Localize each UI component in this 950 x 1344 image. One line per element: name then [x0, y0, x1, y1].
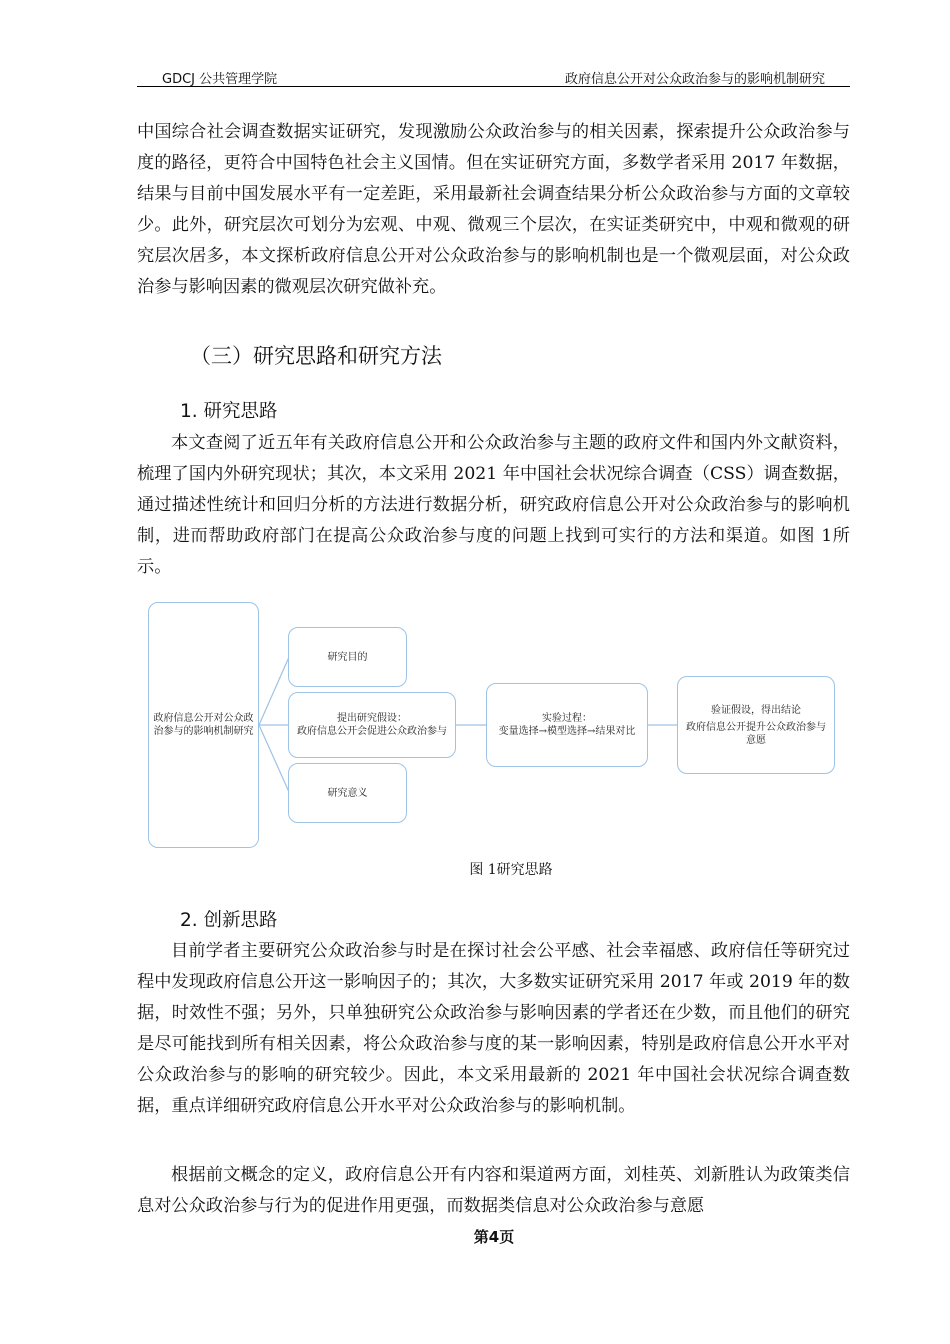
diagram-significance-text: 研究意义 — [327, 787, 368, 799]
diagram-purpose-box — [288, 627, 407, 687]
paragraph-2: 本文查阅了近五年有关政府信息公开和公众政治参与主题的政府文件和国内外文献资料，梳理了国内外研究现状；其次，本文采用 2021 年中国社会状况综合调查（CSS）调查数据，通过描述性统计和回归分析的方法进行数据分析，研究政府信息公开对公众政治参与的影响机制，进而帮助政府部门在提高公众政治参与度的问题上找到可实行的方法和渠道。如图 1所示。 — [137, 433, 850, 577]
connector-root-purpose — [259, 657, 289, 725]
connector-root-significance — [259, 725, 289, 792]
paragraph-1: 中国综合社会调查数据实证研究，发现激励公众政治参与的相关因素，探索提升公众政治参与度的路径，更符合中国特色社会主义国情。但在实证研究方面，多数学者采用 2017 年数据，结果与目前中国发展水平有一定差距，采用最新社会调查结果分析公众政治参与方面的文章较少。此外，研究层次可划分为宏观、中观、微观三个层次，在实证类研究中，中观和微观的研究层次居多，本文探析政府信息公开对公众政治参与的影响机制也是一个微观层面，对公众政治参与影响因素的微观层次研究做补充。 — [137, 122, 850, 297]
diagram-hypothesis-box — [288, 692, 456, 758]
diagram-root-text: 政府信息公开对公众政治参与的影响机制研究 — [153, 713, 254, 737]
diagram-process-body: 变量选择→模型选择→结果对比 — [498, 726, 636, 737]
diagram-significance-box — [288, 763, 407, 823]
figure-caption: 图 1研究思路 — [469, 862, 553, 878]
diagram-conclusion-body: 政府信息公开提升公众政治参与意愿 — [686, 721, 826, 746]
diagram-purpose-text: 研究目的 — [327, 651, 368, 663]
diagram-conclusion-box — [677, 676, 835, 774]
diagram-root-box — [148, 602, 259, 848]
diagram-process-box — [486, 683, 648, 767]
paragraph-3: 目前学者主要研究公众政治参与时是在探讨社会公平感、社会幸福感、政府信任等研究过程中发现政府信息公开这一影响因子的；其次，大多数实证研究采用 2017 年或 2019 年的数据，时效性不强；另外，只单独研究公众政治参与影响因素的学者还在少数，而且他们的研究是尽可能找到所有相关因素，将公众政治参与度的某一影响因素，特别是政府信息公开水平对公众政治参与的影响的研究较少。因此，本文采用最新的 2021 年中国社会状况综合调查数据，重点详细研究政府信息公开水平对公众政治参与的影响机制。 — [137, 941, 850, 1116]
header-left: GDCJ 公共管理学院 — [162, 72, 278, 87]
subsection-title-innovation: 2. 创新思路 — [180, 910, 278, 931]
diagram-hypothesis-title: 提出研究假设： — [337, 713, 407, 724]
diagram-process-title: 实验过程： — [542, 713, 592, 724]
page-number: 第4页 — [473, 1228, 515, 1246]
paragraph-4: 根据前文概念的定义，政府信息公开有内容和渠道两方面，刘桂英、刘新胜认为政策类信息对公众政治参与行为的促进作用更强，而数据类信息对公众政治参与意愿 — [137, 1165, 850, 1216]
diagram-conclusion-title: 验证假设，得出结论 — [711, 704, 801, 716]
header-right: 政府信息公开对公众政治参与的影响机制研究 — [564, 72, 825, 87]
subsection-title-research-approach: 1. 研究思路 — [180, 401, 278, 422]
diagram-hypothesis-body: 政府信息公开会促进公众政治参与 — [297, 726, 447, 737]
section-title: （三）研究思路和研究方法 — [190, 344, 442, 368]
